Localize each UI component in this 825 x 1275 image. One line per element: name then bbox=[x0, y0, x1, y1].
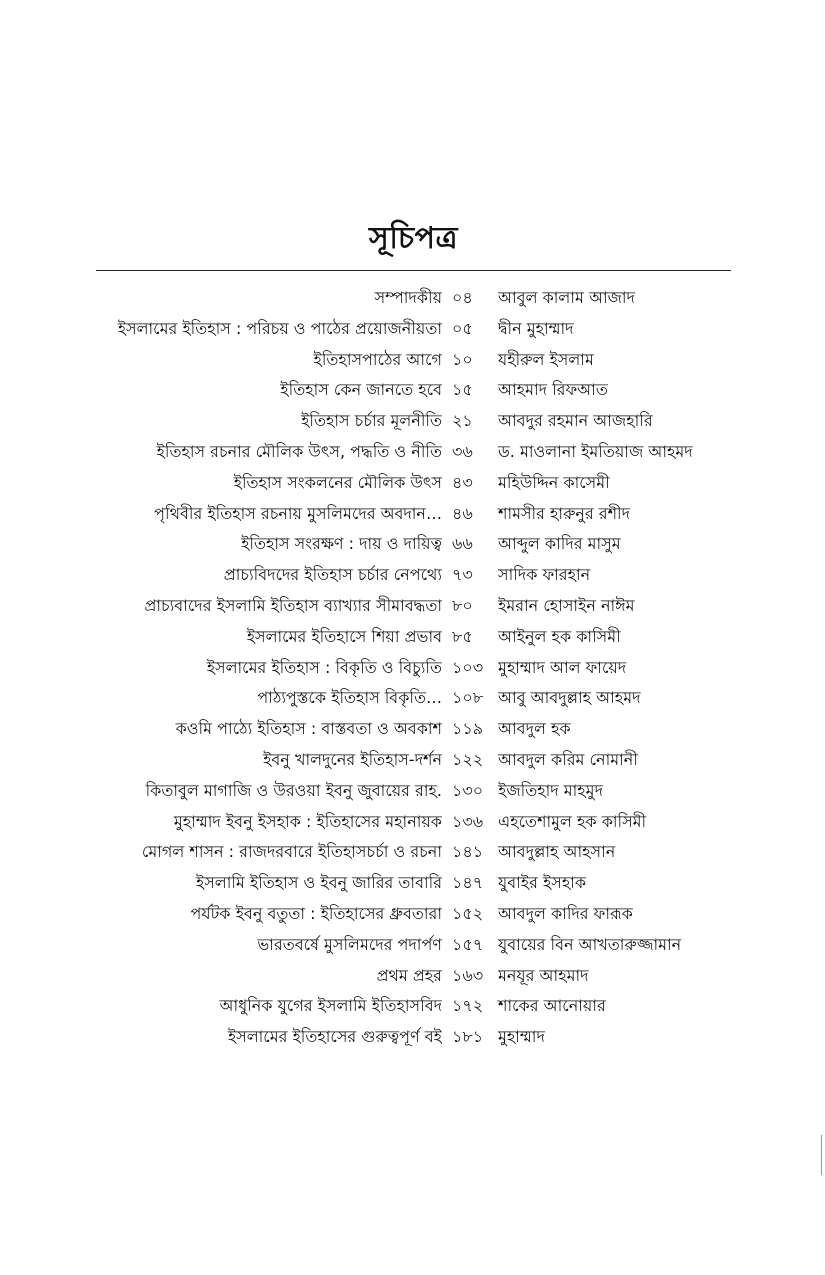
toc-entry-topic: আধুনিক যুগের ইসলামি ইতিহাসবিদ bbox=[219, 996, 442, 1016]
toc-entry-page-number: ৭৩ bbox=[452, 565, 473, 585]
toc-entry-author: আবদুল কাদির ফারূক bbox=[498, 903, 633, 923]
toc-entry-author: দ্বীন মুহাম্মাদ bbox=[498, 318, 574, 338]
toc-entry-page-number: ১৬৩ bbox=[452, 965, 484, 985]
toc-entry bbox=[96, 899, 736, 930]
toc-entry-topic: কিতাবুল মাগাজি ও উরওয়া ইবনু জুবায়ের রাহ. bbox=[145, 780, 442, 800]
toc-entry bbox=[96, 345, 736, 376]
toc-entry bbox=[96, 991, 736, 1022]
toc-entry-topic: সম্পাদকীয় bbox=[374, 288, 442, 307]
toc-entry-page-number: ৪৬ bbox=[452, 503, 473, 523]
toc-entry bbox=[96, 622, 736, 653]
toc-entry bbox=[96, 406, 736, 437]
toc-entry-page-number: ৮০ bbox=[452, 595, 473, 615]
toc-entry-topic: পাঠ্যপুস্তকে ইতিহাস বিকৃতি… bbox=[257, 688, 442, 708]
toc-entry-topic: ইসলামের ইতিহাসে শিয়া প্রভাব bbox=[246, 626, 442, 646]
toc-entry-topic: মুহাম্মাদ ইবনু ইসহাক : ইতিহাসের মহানায়ক bbox=[173, 811, 442, 831]
toc-entry-author: ড. মাওলানা ইমতিয়াজ আহমদ bbox=[498, 441, 693, 461]
toc-entry-topic: পৃথিবীর ইতিহাস রচনায় মুসলিমদের অবদান… bbox=[154, 503, 442, 523]
toc-entry-page-number: ৩৬ bbox=[452, 441, 473, 461]
toc-entry bbox=[96, 807, 736, 838]
page-edge-mark bbox=[821, 1135, 825, 1175]
toc-entry-topic: ইবনু খালদুনের ইতিহাস-দর্শন bbox=[263, 749, 442, 769]
toc-entry-page-number: ১৪৭ bbox=[452, 873, 484, 893]
toc-entry-author: যুবাইর ইসহাক bbox=[498, 873, 587, 893]
toc-entry bbox=[96, 1022, 736, 1053]
toc-entry-page-number: ৪৩ bbox=[452, 472, 473, 492]
toc-entry-author: আইনুল হক কাসিমী bbox=[498, 626, 621, 646]
toc-entry bbox=[96, 437, 736, 468]
toc-entry-author: মনযূর আহমাদ bbox=[498, 965, 589, 985]
toc-entry-page-number: ১৩০ bbox=[452, 780, 484, 800]
toc-entry-topic: ইতিহাস কেন জানতে হবে bbox=[280, 380, 442, 400]
toc-entry-author: যুবায়ের বিন আখতারুজ্জামান bbox=[498, 934, 682, 954]
toc-entry bbox=[96, 653, 736, 684]
toc-entry-author: মহিউদ্দিন কাসেমী bbox=[498, 472, 610, 492]
toc-entry-topic: প্রথম প্রহর bbox=[376, 965, 442, 985]
toc-entry-author: যহীরুল ইসলাম bbox=[498, 349, 594, 369]
toc-entry-page-number: ১০৮ bbox=[452, 688, 484, 708]
toc-entry-topic: ইসলামি ইতিহাস ও ইবনু জারির তাবারি bbox=[195, 873, 442, 893]
toc-entry-topic: ইতিহাস সংরক্ষণ : দায় ও দায়িত্ব bbox=[241, 534, 442, 554]
toc-entry-topic: ইসলামের ইতিহাসের গুরুত্বপূর্ণ বই bbox=[227, 1027, 442, 1047]
toc-entry-author: আব্দুল কাদির মাসুম bbox=[498, 534, 621, 554]
toc-entry bbox=[96, 591, 736, 622]
toc-entry-author: আবদুর রহমান আজহারি bbox=[498, 411, 653, 431]
toc-entry-topic: মোগল শাসন : রাজদরবারে ইতিহাসচর্চা ও রচনা bbox=[141, 842, 442, 862]
toc-entry-page-number: ১৮১ bbox=[452, 1027, 484, 1047]
toc-entry-topic: ইতিহাসপাঠের আগে bbox=[313, 349, 442, 369]
toc-entry-author: আবুল কালাম আজাদ bbox=[498, 288, 635, 307]
toc-entry-page-number: ১৫২ bbox=[452, 903, 484, 923]
toc-entry-author: আবু আবদুল্লাহ আহমদ bbox=[498, 688, 641, 708]
toc-entry-page-number: ৬৬ bbox=[452, 534, 473, 554]
toc-entry bbox=[96, 837, 736, 868]
toc-entry bbox=[96, 314, 736, 345]
toc-entry-topic: ইসলামের ইতিহাস : পরিচয় ও পাঠের প্রয়োজনীয়তা bbox=[117, 318, 442, 338]
toc-entry bbox=[96, 868, 736, 899]
toc-entry bbox=[96, 468, 736, 499]
toc-entry-author: সাদিক ফারহান bbox=[498, 565, 591, 585]
toc-entry-topic: পর্যটক ইবনু বতুতা : ইতিহাসের ধ্রুবতারা bbox=[190, 903, 442, 923]
toc-entry bbox=[96, 499, 736, 530]
page-title: সূচিপত্র bbox=[369, 221, 458, 256]
toc-entry-page-number: ৮৫ bbox=[452, 626, 473, 646]
toc-entry-page-number: ১২২ bbox=[452, 749, 484, 769]
toc-entry bbox=[96, 776, 736, 807]
toc-entry bbox=[96, 375, 736, 406]
toc-entry bbox=[96, 745, 736, 776]
toc-entry-author: আবদুল হক bbox=[498, 719, 571, 739]
toc-entry-author: মুহাম্মাদ bbox=[498, 1027, 545, 1047]
toc-entry-topic: ইসলামের ইতিহাস : বিকৃতি ও বিচ্যুতি bbox=[206, 657, 442, 677]
toc-entry bbox=[96, 930, 736, 961]
toc-entry-topic: প্রাচ্যবাদের ইসলামি ইতিহাস ব্যাখ্যার সীমাবদ্ধতা bbox=[144, 595, 442, 615]
toc-entry-page-number: ১৫ bbox=[452, 380, 473, 400]
toc-entry bbox=[96, 961, 736, 992]
toc-list bbox=[96, 283, 736, 1053]
toc-entry-page-number: ১১৯ bbox=[452, 719, 484, 739]
toc-entry bbox=[96, 283, 736, 314]
toc-entry-topic: প্রাচ্যবিদদের ইতিহাস চর্চার নেপথ্যে bbox=[223, 565, 442, 585]
toc-entry-author: এহতেশামুল হক কাসিমী bbox=[498, 811, 647, 831]
toc-entry-topic: ইতিহাস সংকলনের মৌলিক উৎস bbox=[233, 472, 442, 492]
title-divider bbox=[96, 270, 731, 271]
toc-entry-page-number: ০৪ bbox=[452, 288, 473, 307]
toc-entry-page-number: ১৭২ bbox=[452, 996, 484, 1016]
toc-entry-topic: ভারতবর্ষে মুসলিমদের পদার্পণ bbox=[257, 934, 442, 954]
toc-entry-page-number: ১০৩ bbox=[452, 657, 484, 677]
toc-entry-page-number: ১৩৬ bbox=[452, 811, 484, 831]
toc-entry-page-number: ২১ bbox=[452, 411, 473, 431]
toc-entry-author: আবদুল করিম নোমানী bbox=[498, 749, 638, 769]
toc-entry-page-number: ১৫৭ bbox=[452, 934, 484, 954]
toc-entry-author: আবদুল্লাহ আহসান bbox=[498, 842, 616, 862]
toc-entry bbox=[96, 560, 736, 591]
toc-entry-author: ইজতিহাদ মাহমুদ bbox=[498, 780, 603, 800]
toc-entry-author: শামসীর হারুনুর রশীদ bbox=[498, 503, 631, 523]
toc-entry-author: আহমাদ রিফআত bbox=[498, 380, 608, 400]
toc-entry bbox=[96, 683, 736, 714]
toc-entry-topic: ইতিহাস চর্চার মূলনীতি bbox=[301, 411, 442, 431]
toc-entry-page-number: ০৫ bbox=[452, 318, 473, 338]
toc-entry-author: শাকের আনোয়ার bbox=[498, 996, 606, 1016]
toc-entry bbox=[96, 714, 736, 745]
toc-entry bbox=[96, 529, 736, 560]
toc-entry-author: ইমরান হোসাইন নাঈম bbox=[498, 595, 635, 615]
toc-entry-topic: ইতিহাস রচনার মৌলিক উৎস, পদ্ধতি ও নীতি bbox=[156, 441, 442, 461]
toc-entry-page-number: ১৪১ bbox=[452, 842, 484, 862]
toc-entry-page-number: ১০ bbox=[452, 349, 473, 369]
toc-entry-topic: কওমি পাঠ্যে ইতিহাস : বাস্তবতা ও অবকাশ bbox=[175, 719, 442, 739]
toc-entry-author: মুহাম্মাদ আল ফায়েদ bbox=[498, 657, 627, 677]
